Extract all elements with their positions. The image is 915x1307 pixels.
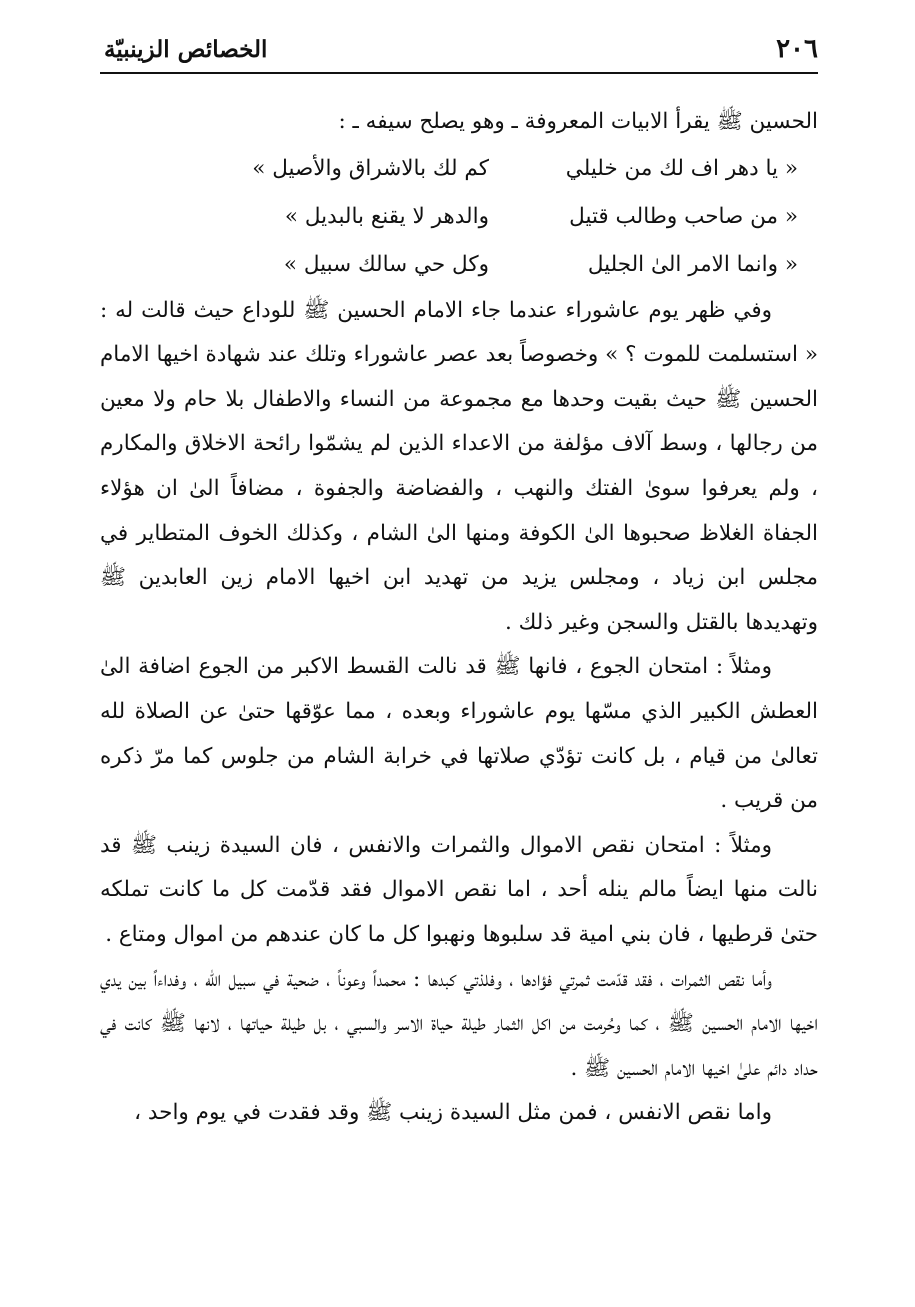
verse-hemistich-second: كم لك بالاشراق والأصيل » <box>252 155 489 181</box>
paragraph: ومثلاً : امتحان نقص الاموال والثمرات والانفس ، فان السيدة زينب ﷺ قد نالت منها ايضاً مالم ينله أحد ، اما نقص الاموال فقد قدّمت كل ما كانت تملكه حتىٰ قرطيها ، فان بني امية قد سلبوها ونهبوا كل ما كان عندهم من اموال ومتاع . <box>100 832 818 947</box>
paragraph: وأما نقص الثمرات ، فقد قدّمت ثمرتي فؤادها ، وفلذتي كبدها : محمداً وعوناً ، ضحية في سبيل الله ، وفداءاً بين يدي اخيها الامام الحسين ﷺ ، كما وحُرمت من اكل الثمار طيلة حياة الاسر والسبي ، بل طيلة حياتها ، لانها ﷺ كانت في حداد دائم علىٰ اخيها الامام الحسين ﷺ . <box>100 966 818 1081</box>
page-header <box>100 32 818 74</box>
verse-hemistich-first: « يا دهر اف لك من خليلي <box>565 155 798 181</box>
paragraph: واما نقص الانفس ، فمن مثل السيدة زينب ﷺ وقد فقدت في يوم واحد ، <box>134 1100 772 1126</box>
verse-hemistich-second: والدهر لا يقنع بالبديل » <box>284 203 489 229</box>
verse-hemistich-first: « وانما الامر الىٰ الجليل <box>587 251 798 277</box>
page-body <box>100 100 818 1136</box>
verse-line <box>190 241 818 289</box>
intro-line: الحسين ﷺ يقرأ الابيات المعروفة ـ وهو يصلح سيفه ـ : <box>338 109 818 134</box>
running-title: الخصائص الزينبيّة <box>104 36 268 63</box>
paragraph: ومثلاً : امتحان الجوع ، فانها ﷺ قد نالت القسط الاكبر من الجوع اضافة الىٰ العطش الكبير الذي مسّها يوم عاشوراء وبعده ، مما عوّقها حتىٰ عن الصلاة لله تعالىٰ من قيام ، بل كانت تؤدّي صلاتها في خرابة الشام من جلوس كما مرّ ذكره من قريب . <box>100 654 818 814</box>
verse-line <box>190 193 818 241</box>
page-number: ٢٠٦ <box>776 34 818 64</box>
verse-hemistich-first: « من صاحب وطالب قتيل <box>569 203 798 229</box>
verse-hemistich-second: وكل حي سالك سبيل » <box>283 251 489 277</box>
verse-line <box>190 145 818 193</box>
paragraph: وفي ظهر يوم عاشوراء عندما جاء الامام الحسين ﷺ للوداع حيث قالت له : « استسلمت للموت ؟ » وخصوصاً بعد عصر عاشوراء وتلك عند شهادة اخيها الامام الحسين ﷺ حيث بقيت وحدها مع مجموعة من النساء والاطفال بلا حام ولا معين من رجالها ، وسط آلاف مؤلفة من الاعداء الذين لم يشمّوا رائحة الاخلاق والمكارم ، ولم يعرفوا سوىٰ الفتك والنهب ، والفضاضة والجفوة ، مضافاً الىٰ ان هؤلاء الجفاة الغلاظ صحبوها الىٰ الكوفة ومنها الىٰ الشام ، وكذلك الخوف المتطاير في مجلس ابن زياد ، ومجلس يزيد من تهديد ابن اخيها الامام زين العابدين ﷺ وتهديدها بالقتل والسجن وغير ذلك . <box>100 297 818 635</box>
